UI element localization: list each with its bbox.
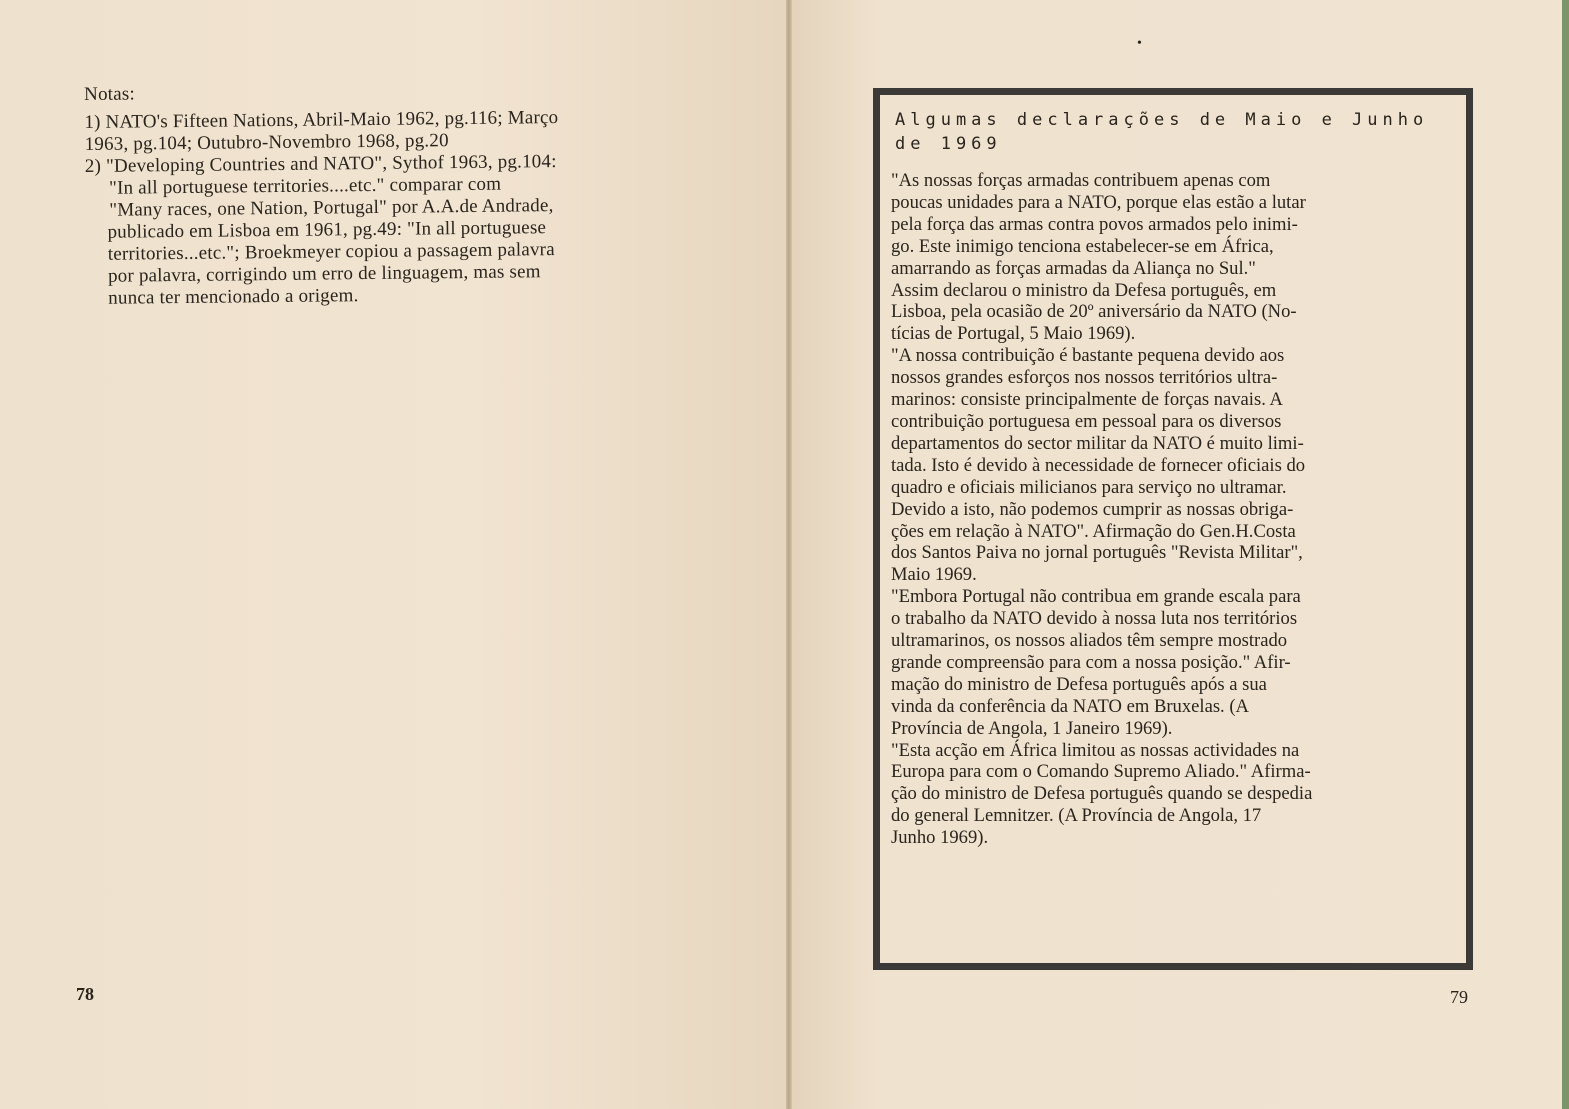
body-line: Junho 1969). (891, 827, 989, 849)
body-line: "As nossas forças armadas contribuem apenas com (891, 170, 1271, 191)
note-line: territories...etc."; Broekmeyer copiou a passagem palavra (107, 239, 555, 265)
body-line: Maio 1969. (891, 564, 977, 586)
note-line: 2) "Developing Countries and NATO", Sythof 1963, pg.104: (84, 151, 557, 177)
cover-edge (1562, 0, 1569, 1109)
body-line: dos Santos Paiva no jornal português "Revista Militar", (891, 542, 1303, 564)
body-line: Província de Angola, 1 Janeiro 1969). (891, 717, 1173, 739)
notes-block (84, 77, 726, 310)
box-title-line: de 1969 (895, 134, 1002, 154)
body-line: pela força das armas contra povos armados pelo inimi- (891, 213, 1298, 235)
body-line: do general Lemnitzer. (A Província de Angola, 17 (891, 805, 1262, 827)
note-line: "In all portuguese territories....etc." comparar com (108, 173, 502, 199)
note-line: nunca ter mencionado a origem. (108, 285, 359, 309)
body-line: vinda da conferência da NATO em Bruxelas. (A (891, 695, 1249, 717)
body-line: "Esta acção em África limitou as nossas actividades na (891, 739, 1300, 761)
body-line: amarrando as forças armadas da Aliança no Sul." (891, 257, 1256, 279)
ink-dot: • (1137, 36, 1142, 51)
body-line: "A nossa contribuição é bastante pequena devido aos (891, 345, 1285, 367)
box-body (891, 170, 1463, 849)
box-title (895, 108, 1455, 156)
body-line: contribuição portuguesa em pessoal para os diversos (891, 410, 1282, 432)
body-line: ção do ministro de Defesa português quando se despedia (891, 783, 1313, 805)
body-line: "Embora Portugal não contribua em grande escala para (891, 586, 1301, 608)
body-line: Assim declarou o ministro da Defesa português, em (891, 279, 1277, 301)
book-gutter (786, 0, 792, 1109)
body-line: tícias de Portugal, 5 Maio 1969). (891, 323, 1136, 345)
body-line: poucas unidades para a NATO, porque elas estão a lutar (891, 191, 1306, 213)
body-line: grande compreensão para com a nossa posição." Afir- (891, 651, 1291, 673)
note-line: publicado em Lisboa em 1961, pg.49: "In all portuguese (107, 217, 547, 243)
page-number-left: 78 (76, 984, 94, 1004)
body-line: Europa para com o Comando Supremo Aliado." Afirma- (891, 761, 1311, 783)
body-line: o trabalho da NATO devido à nossa luta nos territórios (891, 608, 1298, 630)
body-line: ções em relação à NATO". Afirmação do Gen.H.Costa (891, 520, 1296, 542)
body-line: nossos grandes esforços nos nossos territórios ultra- (891, 367, 1278, 389)
body-line: departamentos do sector militar da NATO é muito limi- (891, 432, 1304, 454)
note-line: 1963, pg.104; Outubro-Novembro 1968, pg.20 (84, 130, 449, 155)
body-line: marinos: consiste principalmente de forças navais. A (891, 389, 1283, 411)
body-line: Devido a isto, não podemos cumprir as nossas obriga- (891, 498, 1294, 520)
note-line: por palavra, corrigindo um erro de linguagem, mas sem (107, 261, 541, 287)
note-line: 1) NATO's Fifteen Nations, Abril-Maio 1962, pg.116; Março (84, 107, 559, 133)
page-number-right: 79 (1450, 987, 1468, 1007)
body-line: tada. Isto é devido à necessidade de fornecer oficiais do (891, 454, 1306, 476)
body-line: Lisboa, pela ocasião de 20º aniversário da NATO (No- (891, 301, 1297, 323)
body-line: go. Este inimigo tenciona estabelecer-se em África, (891, 235, 1274, 257)
body-line: ultramarinos, os nossos aliados têm sempre mostrado (891, 630, 1288, 652)
notes-heading: Notas: (84, 83, 136, 105)
box-title-line: Algumas declarações de Maio e Junho (895, 110, 1429, 130)
body-line: mação do ministro de Defesa português após a sua (891, 673, 1267, 695)
note-line: "Many races, one Nation, Portugal" por A.A.de Andrade, (109, 195, 554, 221)
body-line: quadro e oficiais milicianos para serviço no ultramar. (891, 476, 1287, 498)
